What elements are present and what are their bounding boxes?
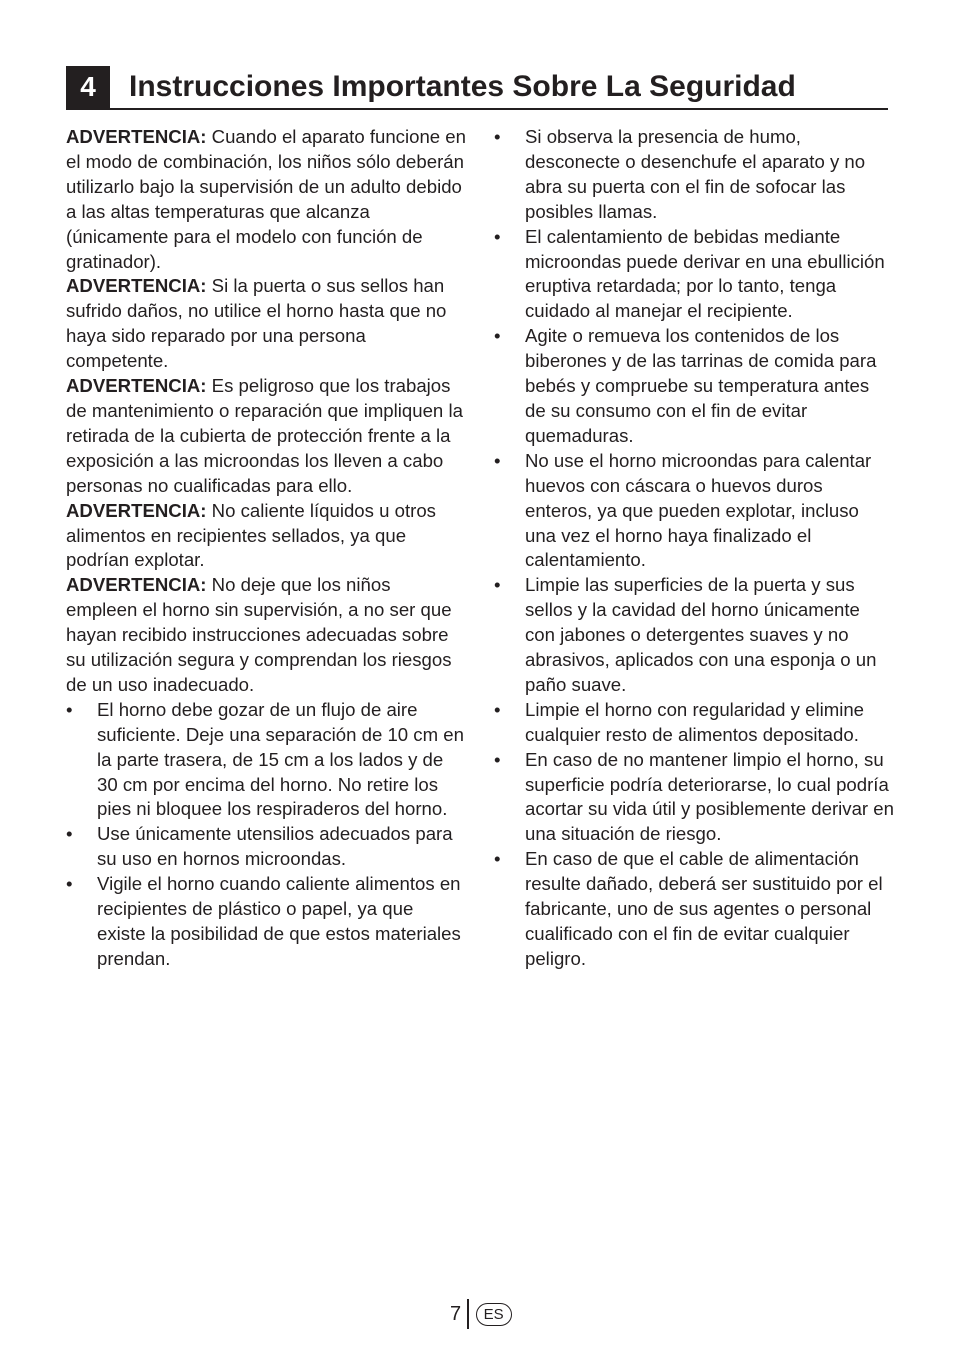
warning-text: No deje que los niños empleen el horno sin supervisión, a no ser que hayan recibido instrucciones adecuadas sobre su utilización segura y comprendan los riesgos de un uso inadecuado. [66,574,452,695]
warning-paragraph [66,125,466,274]
section-header [66,66,888,110]
warning-paragraph [66,374,466,499]
page-number: 7 [450,1302,462,1325]
footer-divider [467,1299,469,1329]
language-badge: ES [476,1303,512,1326]
warning-label: ADVERTENCIA: [66,126,207,147]
warning-label: ADVERTENCIA: [66,375,207,397]
left-column [66,125,466,972]
warning-text: Cuando el aparato funcione en el modo de combinación, los niños sólo deberán utilizarlo bajo la supervisión de un adulto debido a las altas temperaturas que alcanza (únicamente para el modelo con función de gratinador). [66,126,466,272]
list-item: • Si observa la presencia de humo, desconecte o desenchufe el aparato y no abra su puerta con el fin de sofocar las posibles llamas. [494,125,894,225]
list-item: • El calentamiento de bebidas mediante microondas puede derivar en una ebullición eruptiva retardada; por lo tanto, tenga cuidado al manejar el recipiente. [494,225,894,325]
warning-label: ADVERTENCIA: [66,499,207,521]
warning-paragraph [66,499,466,574]
page-footer [450,1298,512,1330]
warning-paragraph [66,274,466,374]
list-item: • En caso de que el cable de alimentación resulte dañado, deberá ser sustituido por el fabricante, uno de sus agentes o personal cualificado con el fin de evitar cualquier peligro. [494,847,894,972]
warning-text: No caliente líquidos u otros alimentos en recipientes sellados, ya que podrían explotar. [66,499,436,571]
section-number: 4 [66,66,110,108]
list-item: • Limpie las superficies de la puerta y sus sellos y la cavidad del horno únicamente con jabones o detergentes suaves y no abrasivos, aplicados con una esponja o un paño suave. [494,573,894,698]
right-column [494,125,894,972]
list-item: • Vigile el horno cuando caliente alimentos en recipientes de plástico o papel, ya que existe la posibilidad de que estos materiales prendan. [66,872,466,972]
list-item: • Limpie el horno con regularidad y elimine cualquier resto de alimentos depositado. [494,698,894,748]
list-item: • El horno debe gozar de un flujo de aire suficiente. Deje una separación de 10 cm en la parte trasera, de 15 cm a los lados y de 30 cm por encima del horno. No retire los pies ni bloquee los respiraderos del horno. [66,698,466,823]
warning-text: Es peligroso que los trabajos de mantenimiento o reparación que impliquen la retirada de la cubierta de protección frente a la exposición a las microondas los lleven a cabo personas no cualificadas para ello. [66,375,463,496]
list-item: • En caso de no mantener limpio el horno, su superficie podría deteriorarse, lo cual podría acortar su vida útil y posiblemente derivar en una situación de riesgo. [494,748,894,848]
warning-paragraph [66,573,466,698]
warning-label: ADVERTENCIA: [66,275,207,297]
warning-label: ADVERTENCIA: [66,574,207,596]
list-item: • Agite o remueva los contenidos de los biberones y de las tarrinas de comida para bebés y compruebe su temperatura antes de su consumo con el fin de evitar quemaduras. [494,324,894,449]
warning-text: Si la puerta o sus sellos han sufrido daños, no utilice el horno hasta que no haya sido reparado por una persona competente. [66,275,447,372]
bullet-list [494,125,894,972]
list-item: • Use únicamente utensilios adecuados para su uso en hornos microondas. [66,822,466,872]
section-title: Instrucciones Importantes Sobre La Seguridad [129,70,796,103]
bullet-list [66,698,466,972]
list-item: • No use el horno microondas para calentar huevos con cáscara o huevos duros enteros, ya que pueden explotar, incluso una vez el horno haya finalizado el calentamiento. [494,449,894,574]
